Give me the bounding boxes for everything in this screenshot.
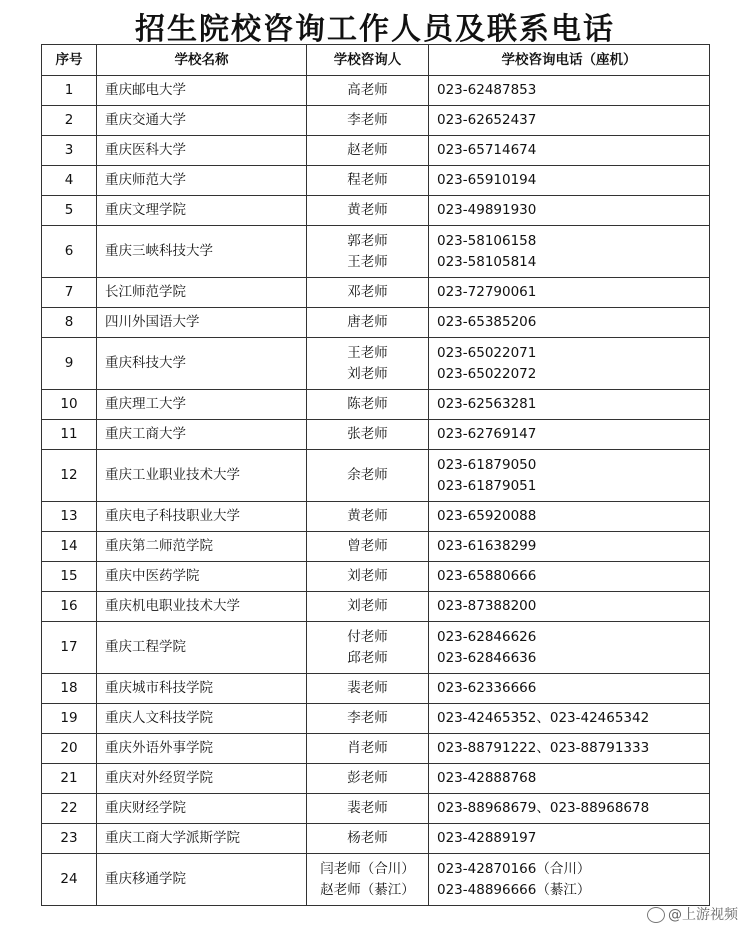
table-row (42, 106, 710, 136)
row-number: 20 (42, 734, 97, 764)
school-name: 重庆对外经贸学院 (97, 764, 307, 794)
row-number: 4 (42, 166, 97, 196)
row-number: 16 (42, 592, 97, 622)
contact-cell (307, 794, 429, 824)
row-number: 14 (42, 532, 97, 562)
school-name: 重庆城市科技学院 (97, 674, 307, 704)
row-number: 24 (42, 854, 97, 906)
table-row (42, 136, 710, 166)
phone-cell (429, 734, 710, 764)
header-no: 序号 (42, 45, 97, 76)
contact-person: 刘老师 (347, 365, 388, 382)
school-name: 重庆医科大学 (97, 136, 307, 166)
phone-number: 023-49891930 (437, 202, 537, 218)
contact-person: 杨老师 (347, 830, 388, 846)
school-name: 重庆文理学院 (97, 196, 307, 226)
contact-person: 郭老师 (347, 232, 388, 249)
phone-number: 023-58105814 (437, 253, 537, 270)
school-name: 重庆移通学院 (97, 854, 307, 906)
phone-cell (429, 308, 710, 338)
contact-person: 黄老师 (347, 202, 388, 218)
row-number: 1 (42, 76, 97, 106)
contact-person: 李老师 (347, 112, 388, 128)
table-row (42, 166, 710, 196)
phone-number: 023-65880666 (437, 568, 537, 584)
phone-number: 023-42870166（合川） (437, 860, 591, 877)
table-row (42, 390, 710, 420)
contact-person: 邱老师 (347, 649, 388, 666)
contact-person: 张老师 (347, 426, 388, 442)
contact-cell (307, 824, 429, 854)
phone-cell (429, 502, 710, 532)
contact-cell (307, 502, 429, 532)
contact-person: 陈老师 (347, 396, 388, 412)
phone-number: 023-42888768 (437, 770, 537, 786)
phone-cell (429, 592, 710, 622)
school-name: 重庆机电职业技术大学 (97, 592, 307, 622)
school-name: 重庆中医药学院 (97, 562, 307, 592)
table-row (42, 308, 710, 338)
contact-person: 赵老师 (347, 142, 388, 158)
phone-cell (429, 136, 710, 166)
phone-cell (429, 674, 710, 704)
phone-cell (429, 338, 710, 390)
phone-number: 023-62487853 (437, 82, 537, 98)
phone-number: 023-42889197 (437, 830, 537, 846)
phone-cell (429, 824, 710, 854)
phone-number: 023-62563281 (437, 396, 537, 412)
phone-cell (429, 450, 710, 502)
school-name: 重庆工商大学派斯学院 (97, 824, 307, 854)
contact-person: 刘老师 (347, 568, 388, 584)
phone-number: 023-62846626 (437, 628, 537, 645)
table-row (42, 502, 710, 532)
contact-cell (307, 562, 429, 592)
phone-cell (429, 532, 710, 562)
row-number: 3 (42, 136, 97, 166)
phone-cell (429, 196, 710, 226)
row-number: 12 (42, 450, 97, 502)
phone-cell (429, 562, 710, 592)
row-number: 5 (42, 196, 97, 226)
watermark-text: @上游视频 (668, 907, 738, 923)
phone-cell (429, 226, 710, 278)
phone-cell (429, 390, 710, 420)
phone-number: 023-58106158 (437, 232, 537, 249)
contact-cell (307, 592, 429, 622)
phone-number: 023-62846636 (437, 649, 537, 666)
table-row (42, 824, 710, 854)
contact-person: 闫老师（合川） (320, 860, 415, 877)
table-row (42, 420, 710, 450)
school-name: 重庆三峡科技大学 (97, 226, 307, 278)
phone-number: 023-65022071 (437, 344, 537, 361)
contact-person: 王老师 (347, 253, 388, 270)
table-row (42, 226, 710, 278)
contact-person: 曾老师 (347, 538, 388, 554)
header-school: 学校名称 (97, 45, 307, 76)
phone-cell (429, 704, 710, 734)
contact-person: 黄老师 (347, 508, 388, 524)
row-number: 6 (42, 226, 97, 278)
table-row (42, 854, 710, 906)
contact-cell (307, 764, 429, 794)
contact-person: 肖老师 (347, 740, 388, 756)
contact-cell (307, 76, 429, 106)
contact-person: 裴老师 (347, 680, 388, 696)
table-row (42, 622, 710, 674)
table-body (42, 76, 710, 906)
table-row (42, 674, 710, 704)
contact-cell (307, 136, 429, 166)
contact-cell (307, 278, 429, 308)
row-number: 9 (42, 338, 97, 390)
phone-number: 023-61879051 (437, 477, 537, 494)
table-row (42, 532, 710, 562)
contact-cell (307, 166, 429, 196)
contact-cell (307, 420, 429, 450)
contact-person: 裴老师 (347, 800, 388, 816)
phone-number: 023-48896666（綦江） (437, 881, 591, 898)
phone-number: 023-88968679、023-88968678 (437, 800, 650, 816)
phone-number: 023-42465352、023-42465342 (437, 710, 650, 726)
phone-number: 023-65714674 (437, 142, 537, 158)
table-row (42, 592, 710, 622)
school-name: 重庆邮电大学 (97, 76, 307, 106)
header-contact: 学校咨询人 (307, 45, 429, 76)
contact-person: 彭老师 (347, 770, 388, 786)
contact-cell (307, 532, 429, 562)
row-number: 18 (42, 674, 97, 704)
contact-cell (307, 106, 429, 136)
phone-number: 023-87388200 (437, 598, 537, 614)
table-row (42, 278, 710, 308)
phone-cell (429, 420, 710, 450)
phone-cell (429, 166, 710, 196)
header-phone: 学校咨询电话（座机） (429, 45, 710, 76)
contact-table (41, 44, 710, 906)
contact-person: 高老师 (347, 82, 388, 98)
header-row (42, 45, 710, 76)
contact-cell (307, 450, 429, 502)
school-name: 重庆科技大学 (97, 338, 307, 390)
phone-number: 023-62336666 (437, 680, 537, 696)
contact-person: 程老师 (347, 172, 388, 188)
table-row (42, 450, 710, 502)
phone-number: 023-72790061 (437, 284, 537, 300)
contact-cell (307, 196, 429, 226)
contact-person: 余老师 (347, 467, 388, 483)
phone-cell (429, 278, 710, 308)
school-name: 四川外国语大学 (97, 308, 307, 338)
contact-cell (307, 734, 429, 764)
row-number: 8 (42, 308, 97, 338)
table-row (42, 338, 710, 390)
school-name: 重庆第二师范学院 (97, 532, 307, 562)
contact-cell (307, 390, 429, 420)
row-number: 11 (42, 420, 97, 450)
contact-cell (307, 704, 429, 734)
table-row (42, 562, 710, 592)
phone-number: 023-65920088 (437, 508, 537, 524)
row-number: 2 (42, 106, 97, 136)
school-name: 重庆人文科技学院 (97, 704, 307, 734)
contact-cell (307, 338, 429, 390)
table-row (42, 794, 710, 824)
phone-number: 023-61638299 (437, 538, 537, 554)
phone-cell (429, 622, 710, 674)
row-number: 7 (42, 278, 97, 308)
school-name: 重庆工程学院 (97, 622, 307, 674)
watermark (647, 904, 738, 924)
table-row (42, 76, 710, 106)
phone-cell (429, 764, 710, 794)
phone-number: 023-65910194 (437, 172, 537, 188)
row-number: 19 (42, 704, 97, 734)
contact-person: 王老师 (347, 344, 388, 361)
table-row (42, 764, 710, 794)
phone-cell (429, 76, 710, 106)
contact-cell (307, 674, 429, 704)
contact-person: 刘老师 (347, 598, 388, 614)
phone-number: 023-61879050 (437, 456, 537, 473)
weibo-icon (647, 907, 665, 923)
contact-cell (307, 226, 429, 278)
page-title: 招生院校咨询工作人员及联系电话 (135, 12, 615, 47)
school-name: 重庆外语外事学院 (97, 734, 307, 764)
phone-number: 023-65385206 (437, 314, 537, 330)
table-row (42, 734, 710, 764)
phone-number: 023-62652437 (437, 112, 537, 128)
phone-number: 023-65022072 (437, 365, 537, 382)
school-name: 重庆师范大学 (97, 166, 307, 196)
row-number: 10 (42, 390, 97, 420)
phone-number: 023-88791222、023-88791333 (437, 740, 650, 756)
school-name: 重庆交通大学 (97, 106, 307, 136)
contact-cell (307, 308, 429, 338)
contact-cell (307, 854, 429, 906)
contact-person: 李老师 (347, 710, 388, 726)
row-number: 22 (42, 794, 97, 824)
phone-number: 023-62769147 (437, 426, 537, 442)
row-number: 17 (42, 622, 97, 674)
row-number: 13 (42, 502, 97, 532)
contact-person: 唐老师 (347, 314, 388, 330)
school-name: 长江师范学院 (97, 278, 307, 308)
contact-person: 付老师 (347, 628, 388, 645)
table-row (42, 196, 710, 226)
contact-person: 邓老师 (347, 284, 388, 300)
phone-cell (429, 854, 710, 906)
row-number: 21 (42, 764, 97, 794)
school-name: 重庆财经学院 (97, 794, 307, 824)
contact-person: 赵老师（綦江） (320, 881, 415, 898)
school-name: 重庆工业职业技术大学 (97, 450, 307, 502)
school-name: 重庆理工大学 (97, 390, 307, 420)
contact-cell (307, 622, 429, 674)
phone-cell (429, 794, 710, 824)
phone-cell (429, 106, 710, 136)
school-name: 重庆工商大学 (97, 420, 307, 450)
table-row (42, 704, 710, 734)
school-name: 重庆电子科技职业大学 (97, 502, 307, 532)
row-number: 15 (42, 562, 97, 592)
row-number: 23 (42, 824, 97, 854)
